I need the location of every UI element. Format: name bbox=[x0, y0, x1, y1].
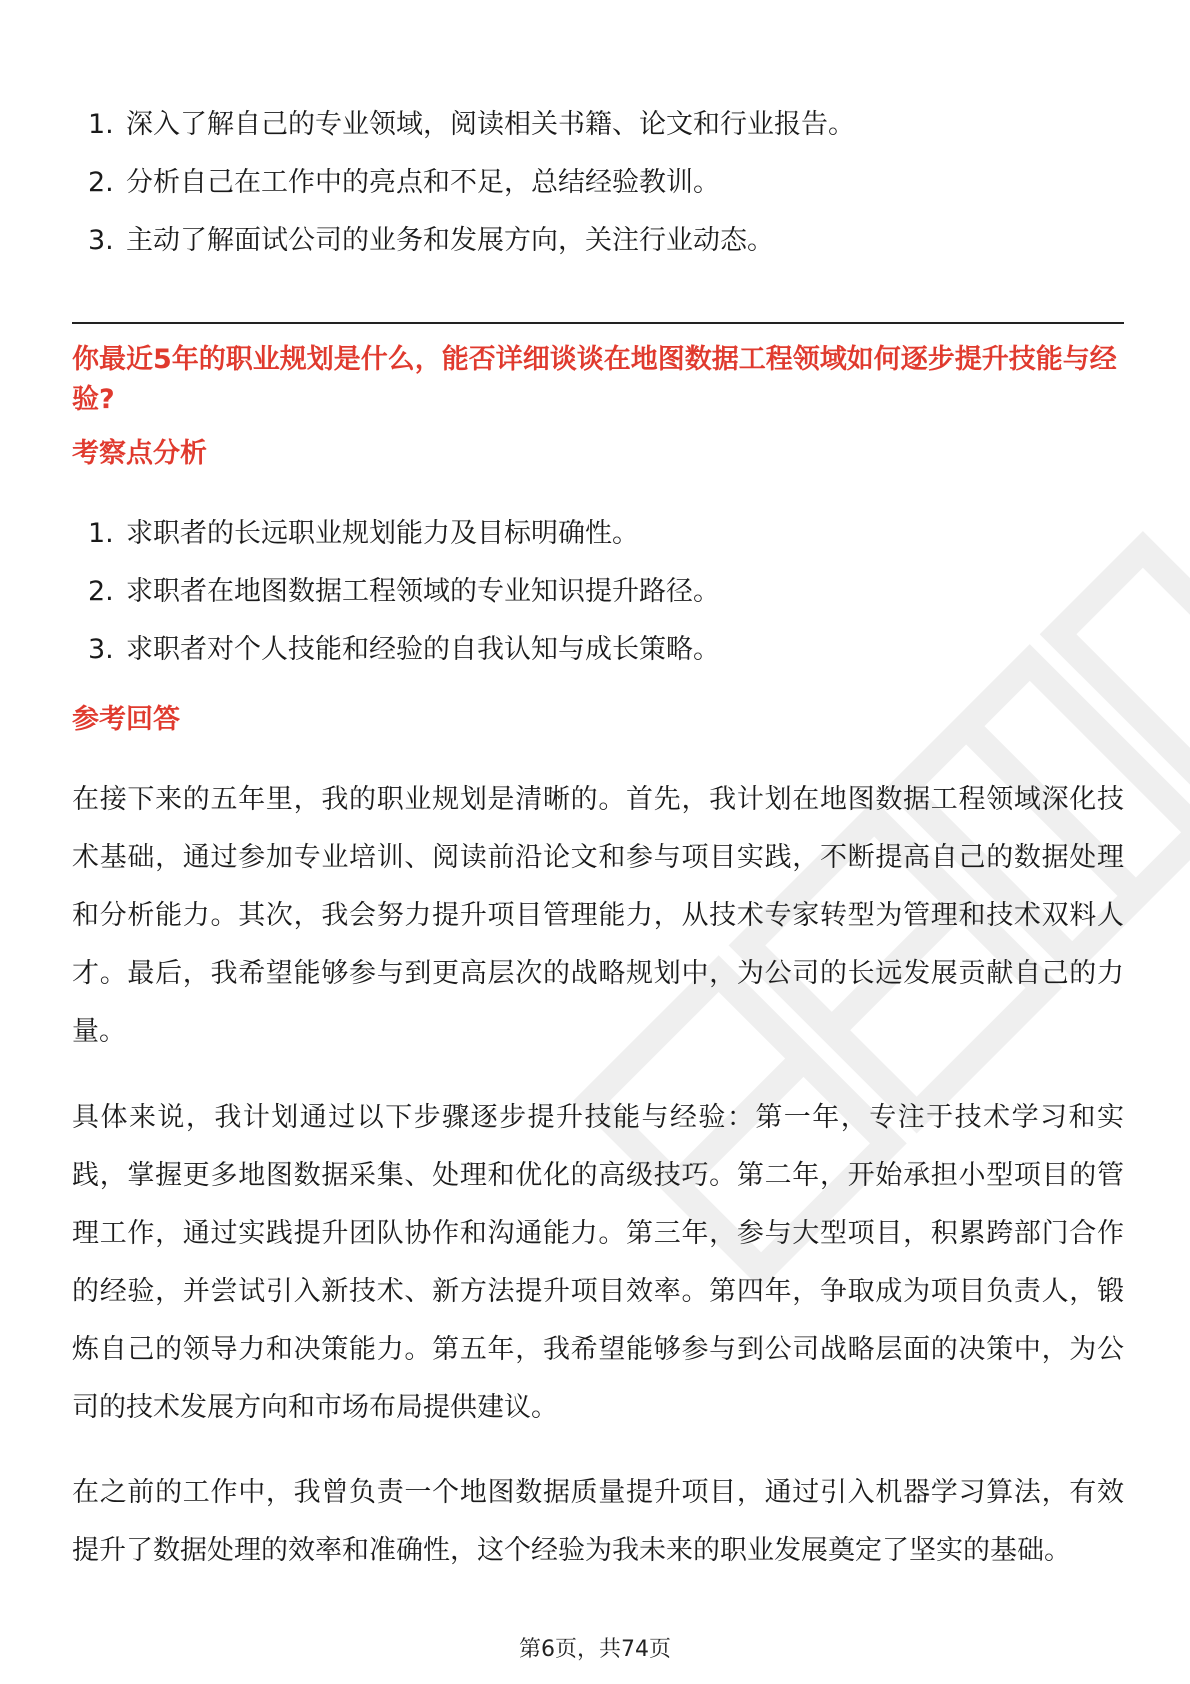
answer-heading: 参考回答 bbox=[72, 704, 180, 735]
list-item-text: 求职者对个人技能和经验的自我认知与成长策略。 bbox=[126, 634, 720, 665]
list-item: 3. 求职者对个人技能和经验的自我认知与成长策略。 bbox=[88, 634, 720, 665]
top-list bbox=[88, 96, 855, 270]
analysis-list bbox=[88, 505, 720, 679]
list-item-text: 求职者的长远职业规划能力及目标明确性。 bbox=[126, 518, 639, 549]
list-item: 1. 深入了解自己的专业领域，阅读相关书籍、论文和行业报告。 bbox=[88, 109, 855, 140]
answer-paragraph: 在接下来的五年里，我的职业规划是清晰的。首先，我计划在地图数据工程领域深化技术基础，通过参加专业培训、阅读前沿论文和参与项目实践，不断提高自己的数据处理和分析能力。其次，我会努力提升项目管理能力，从技术专家转型为管理和技术双料人才。最后，我希望能够参与到更高层次的战略规划中，为公司的长远发展贡献自己的力量。 bbox=[72, 784, 1124, 1047]
list-item-text: 主动了解面试公司的业务和发展方向，关注行业动态。 bbox=[126, 225, 774, 256]
section-divider bbox=[72, 322, 1124, 324]
document-page bbox=[72, 0, 1124, 1684]
analysis-heading: 考察点分析 bbox=[72, 438, 207, 469]
list-item: 2. 分析自己在工作中的亮点和不足，总结经验教训。 bbox=[88, 167, 720, 198]
answer-paragraph: 具体来说，我计划通过以下步骤逐步提升技能与经验：第一年，专注于技术学习和实践，掌握更多地图数据采集、处理和优化的高级技巧。第二年，开始承担小型项目的管理工作，通过实践提升团队协作和沟通能力。第三年，参与大型项目，积累跨部门合作的经验，并尝试引入新技术、新方法提升项目效率。第四年，争取成为项目负责人，锻炼自己的领导力和决策能力。第五年，我希望能够参与到公司战略层面的决策中，为公司的技术发展方向和市场布局提供建议。 bbox=[72, 1102, 1124, 1423]
list-item: 1. 求职者的长远职业规划能力及目标明确性。 bbox=[88, 518, 639, 549]
question-title: 你最近5年的职业规划是什么，能否详细谈谈在地图数据工程领域如何逐步提升技能与经验? bbox=[72, 344, 1117, 415]
list-item-text: 分析自己在工作中的亮点和不足，总结经验教训。 bbox=[126, 167, 720, 198]
page-footer: 第6页，共74页 bbox=[519, 1637, 671, 1662]
answer-paragraph: 在之前的工作中，我曾负责一个地图数据质量提升项目，通过引入机器学习算法，有效提升了数据处理的效率和准确性，这个经验为我未来的职业发展奠定了坚实的基础。 bbox=[72, 1477, 1124, 1566]
list-item-text: 求职者在地图数据工程领域的专业知识提升路径。 bbox=[126, 576, 720, 607]
list-item-text: 深入了解自己的专业领域，阅读相关书籍、论文和行业报告。 bbox=[126, 109, 855, 140]
list-item: 2. 求职者在地图数据工程领域的专业知识提升路径。 bbox=[88, 576, 720, 607]
list-item: 3. 主动了解面试公司的业务和发展方向，关注行业动态。 bbox=[88, 225, 774, 256]
